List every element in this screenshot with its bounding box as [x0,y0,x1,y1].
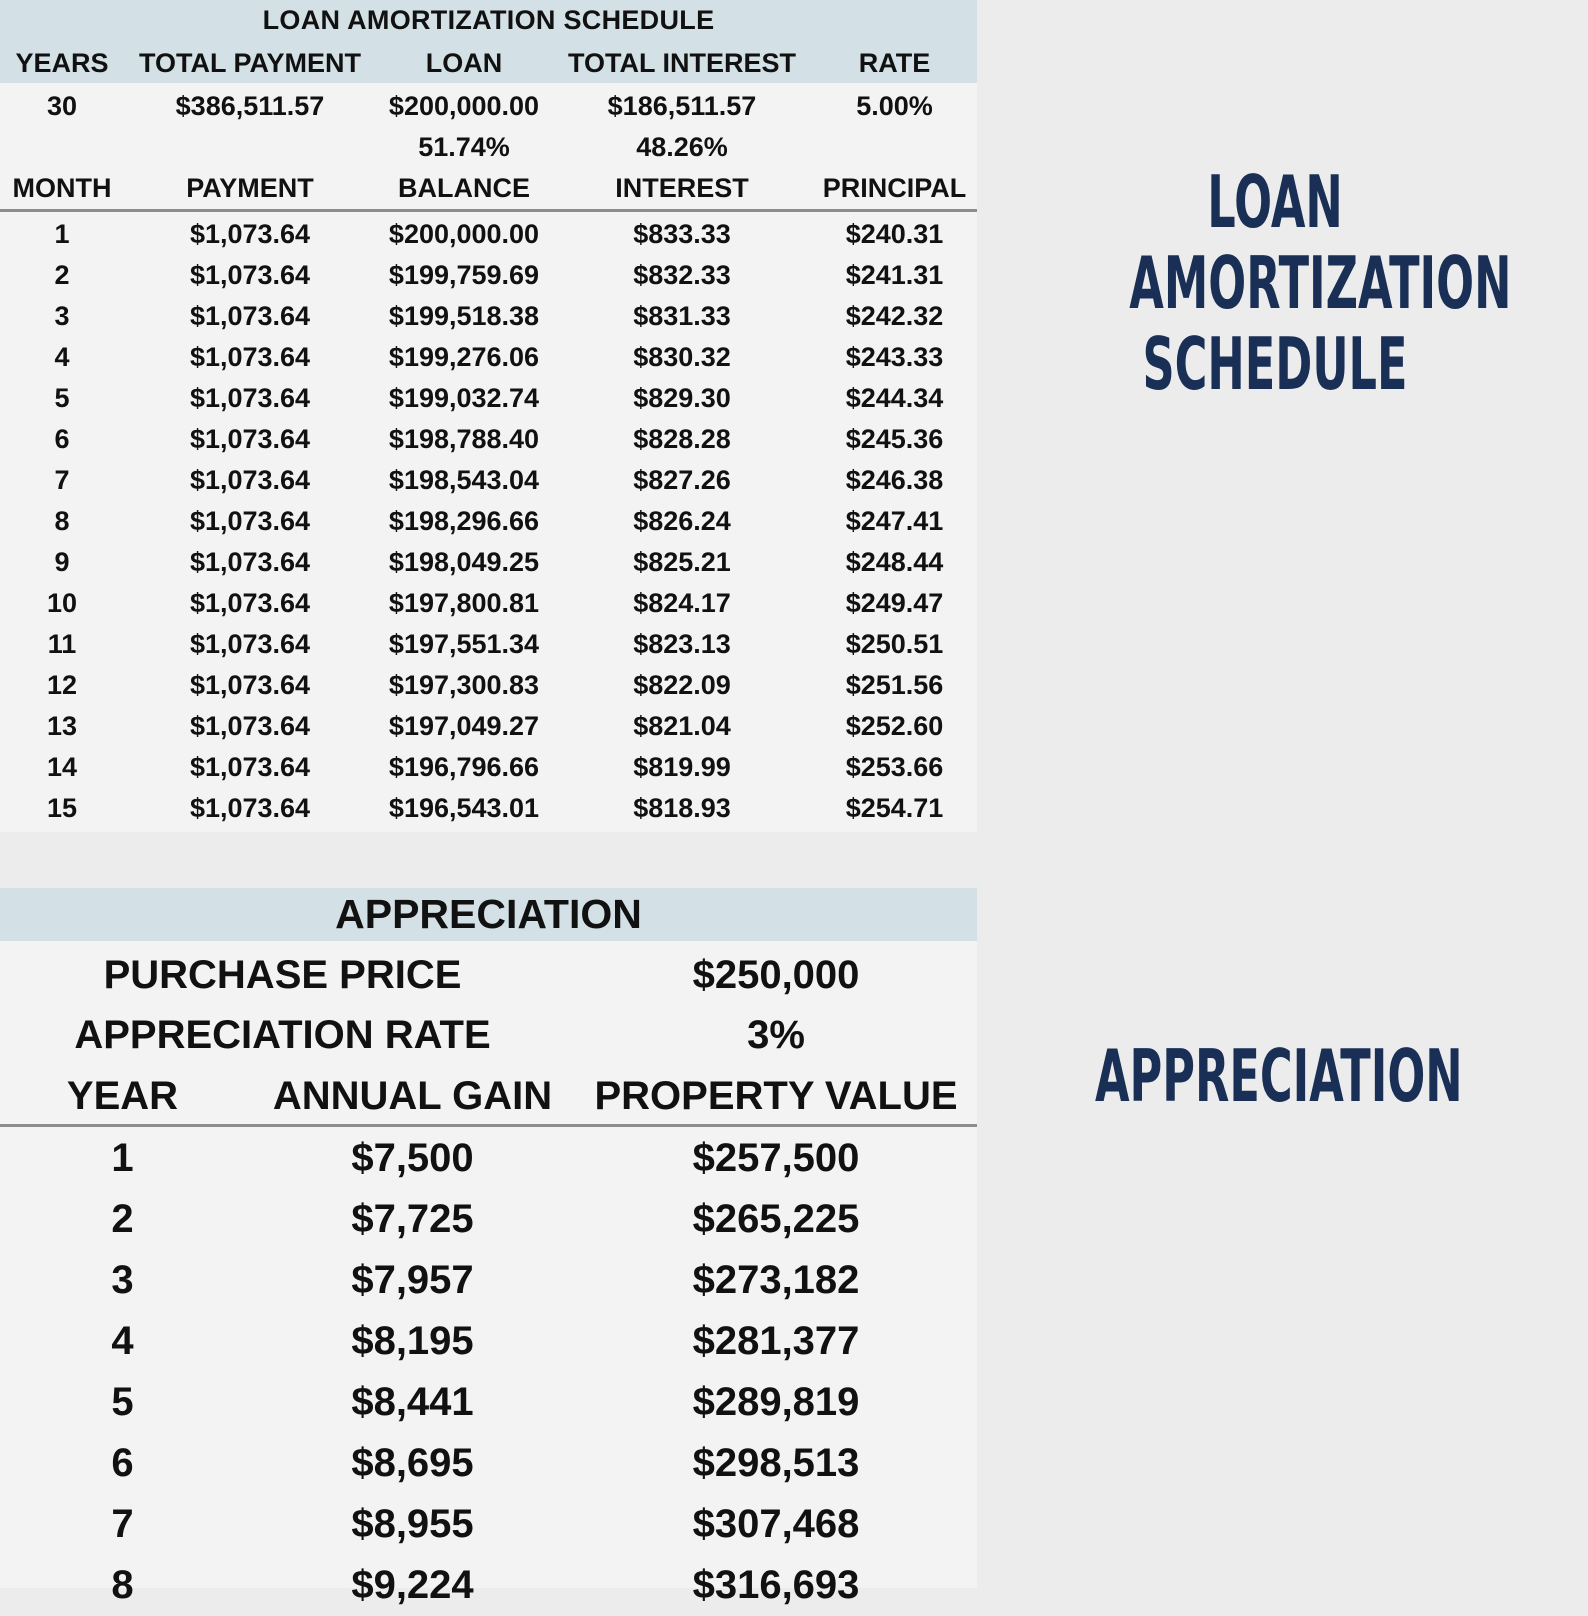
cell-interest[interactable]: $821.04 [633,711,731,741]
cell-property-value[interactable]: $273,182 [692,1258,860,1302]
purchase-price-label: PURCHASE PRICE [103,953,462,997]
cell-property-value[interactable]: $307,468 [692,1502,860,1546]
table-row [0,706,977,747]
table-row [0,460,977,501]
appreciation-header-row [0,1066,977,1127]
cell-balance[interactable]: $198,049.25 [388,547,540,577]
cell-annual-gain[interactable]: $8,955 [351,1502,474,1546]
cell-principal[interactable]: $248.44 [845,547,944,577]
cell-month[interactable]: 3 [54,301,70,331]
side-title-loan [1129,160,1512,406]
summary-header-years: YEARS [15,48,109,78]
cell-balance[interactable]: $200,000.00 [388,219,540,249]
header-balance: BALANCE [398,173,530,203]
cell-month[interactable]: 4 [54,342,70,372]
cell-month[interactable]: 5 [54,383,70,413]
table-row [0,1189,977,1250]
cell-principal[interactable]: $241.31 [845,260,944,290]
side-title-loan-line: LOAN [1207,160,1343,244]
cell-annual-gain[interactable]: $8,441 [351,1380,474,1424]
loan-percent[interactable]: 51.74% [418,132,510,162]
cell-interest[interactable]: $822.09 [633,670,731,700]
table-row [0,214,977,255]
cell-principal[interactable]: $250.51 [845,629,944,659]
cell-principal[interactable]: $240.31 [845,219,944,249]
cell-payment[interactable]: $1,073.64 [189,342,311,372]
header-interest: INTEREST [615,173,749,203]
cell-principal[interactable]: $242.32 [845,301,944,331]
table-row [0,1433,977,1494]
cell-property-value[interactable]: $257,500 [692,1136,860,1180]
table-row [0,747,977,788]
cell-year[interactable]: 2 [111,1197,134,1241]
cell-year[interactable]: 1 [111,1136,134,1180]
cell-property-value[interactable]: $316,693 [692,1563,860,1607]
cell-month[interactable]: 13 [46,711,78,741]
cell-annual-gain[interactable]: $8,695 [351,1441,474,1485]
cell-property-value[interactable]: $298,513 [692,1441,860,1485]
cell-annual-gain[interactable]: $7,725 [351,1197,474,1241]
side-title-loan-line: AMORTIZATION [1129,241,1512,325]
cell-interest[interactable]: $827.26 [633,465,731,495]
cell-principal[interactable]: $245.36 [845,424,944,454]
loan-amortization-table [0,0,977,832]
cell-balance[interactable]: $199,518.38 [388,301,540,331]
summary-total-interest[interactable]: $186,511.57 [607,91,757,121]
cell-balance[interactable]: $198,543.04 [388,465,540,495]
cell-month[interactable]: 12 [46,670,78,700]
cell-payment[interactable]: $1,073.64 [189,752,311,782]
summary-loan[interactable]: $200,000.00 [388,91,540,121]
cell-principal[interactable]: $253.66 [845,752,944,782]
summary-years[interactable]: 30 [46,91,78,121]
summary-header-total-interest: TOTAL INTEREST [567,48,796,78]
summary-total-payment[interactable]: $386,511.57 [175,91,325,121]
header-principal: PRINCIPAL [822,173,967,203]
cell-year[interactable]: 7 [111,1502,134,1546]
cell-payment[interactable]: $1,073.64 [189,465,311,495]
cell-interest[interactable]: $833.33 [633,219,731,249]
cell-payment[interactable]: $1,073.64 [189,219,311,249]
summary-header-rate: RATE [858,48,931,78]
cell-balance[interactable]: $196,796.66 [388,752,540,782]
table-row [0,624,977,665]
header-divider [0,209,977,212]
appreciation-rate-row [0,1005,977,1066]
cell-principal[interactable]: $243.33 [845,342,944,372]
cell-month[interactable]: 2 [54,260,70,290]
table-row [0,583,977,624]
appreciation-table [0,888,977,1607]
cell-payment[interactable]: $1,073.64 [189,629,311,659]
table-row [0,1311,977,1372]
cell-interest[interactable]: $824.17 [633,588,731,618]
cell-balance[interactable]: $198,788.40 [388,424,540,454]
cell-month[interactable]: 11 [47,629,77,659]
cell-balance[interactable]: $196,543.01 [388,793,540,823]
interest-percent[interactable]: 48.26% [636,132,728,162]
cell-interest[interactable]: $826.24 [633,506,731,536]
cell-payment[interactable]: $1,073.64 [189,260,311,290]
cell-payment[interactable]: $1,073.64 [189,506,311,536]
appreciation-header-divider [0,1124,977,1127]
cell-year[interactable]: 8 [111,1563,134,1607]
cell-balance[interactable]: $198,296.66 [388,506,540,536]
cell-year[interactable]: 3 [111,1258,134,1302]
cell-principal[interactable]: $247.41 [845,506,944,536]
cell-principal[interactable]: $246.38 [845,465,944,495]
percent-row [0,127,977,168]
table-row [0,337,977,378]
cell-principal[interactable]: $249.47 [845,588,944,618]
table-row [0,1555,977,1616]
cell-interest[interactable]: $831.33 [633,301,731,331]
table-row [0,378,977,419]
table-row [0,1372,977,1433]
summary-rate[interactable]: 5.00% [856,91,933,121]
cell-principal[interactable]: $251.56 [845,670,944,700]
cell-property-value[interactable]: $289,819 [692,1380,860,1424]
cell-principal[interactable]: $254.71 [845,793,944,823]
side-title-appreciation: APPRECIATION [1095,1034,1463,1118]
cell-annual-gain[interactable]: $7,500 [351,1136,474,1180]
cell-property-value[interactable]: $265,225 [692,1197,860,1241]
cell-interest[interactable]: $823.13 [633,629,731,659]
cell-property-value[interactable]: $281,377 [692,1319,860,1363]
cell-interest[interactable]: $830.32 [633,342,731,372]
header-year: YEAR [66,1074,179,1118]
table-row [0,419,977,460]
cell-annual-gain[interactable]: $7,957 [351,1258,474,1302]
cell-year[interactable]: 5 [111,1380,134,1424]
header-month: MONTH [12,173,112,203]
cell-principal[interactable]: $252.60 [845,711,944,741]
cell-balance[interactable]: $197,551.34 [388,629,540,659]
cell-payment[interactable]: $1,073.64 [189,793,311,823]
cell-balance[interactable]: $199,759.69 [388,260,540,290]
cell-interest[interactable]: $832.33 [633,260,731,290]
cell-month[interactable]: 14 [46,752,78,782]
cell-balance[interactable]: $197,300.83 [388,670,540,700]
appreciation-rate-label: APPRECIATION RATE [74,1013,491,1057]
table-row [0,255,977,296]
purchase-price-row [0,945,977,1006]
table-row [0,501,977,542]
summary-header-total-payment: TOTAL PAYMENT [138,48,362,78]
table-row [0,296,977,337]
cell-balance[interactable]: $197,800.81 [388,588,540,618]
cell-month[interactable]: 6 [54,424,70,454]
cell-principal[interactable]: $244.34 [845,383,944,413]
cell-month[interactable]: 10 [46,588,78,618]
cell-month[interactable]: 7 [54,465,70,495]
cell-interest[interactable]: $829.30 [633,383,731,413]
cell-annual-gain[interactable]: $8,195 [351,1319,474,1363]
summary-header-loan: LOAN [425,48,503,78]
purchase-price-value[interactable]: $250,000 [692,953,860,997]
header-payment: PAYMENT [186,173,314,203]
cell-balance[interactable]: $199,032.74 [388,383,540,413]
summary-header-row [0,43,977,84]
loan-table-title: LOAN AMORTIZATION SCHEDULE [262,5,715,35]
cell-interest[interactable]: $819.99 [633,752,731,782]
appreciation-rate-value[interactable]: 3% [747,1013,805,1057]
cell-interest[interactable]: $825.21 [633,547,731,577]
table-row [0,1128,977,1189]
cell-payment[interactable]: $1,073.64 [189,424,311,454]
table-row [0,542,977,583]
cell-interest[interactable]: $828.28 [633,424,731,454]
table-row [0,1494,977,1555]
cell-payment[interactable]: $1,073.64 [189,383,311,413]
cell-payment[interactable]: $1,073.64 [189,588,311,618]
cell-year[interactable]: 4 [111,1319,134,1363]
cell-payment[interactable]: $1,073.64 [189,547,311,577]
cell-month[interactable]: 15 [46,793,78,823]
cell-payment[interactable]: $1,073.64 [189,711,311,741]
cell-annual-gain[interactable]: $9,224 [351,1563,474,1607]
cell-year[interactable]: 6 [111,1441,134,1485]
cell-month[interactable]: 9 [54,547,70,577]
cell-month[interactable]: 1 [54,219,70,249]
schedule-header-row [0,168,977,209]
header-annual-gain: ANNUAL GAIN [272,1074,553,1118]
cell-month[interactable]: 8 [54,506,70,536]
table-row [0,665,977,706]
summary-value-row [0,86,977,127]
cell-balance[interactable]: $197,049.27 [388,711,540,741]
header-property-value: PROPERTY VALUE [594,1074,958,1118]
cell-payment[interactable]: $1,073.64 [189,301,311,331]
cell-balance[interactable]: $199,276.06 [388,342,540,372]
cell-interest[interactable]: $818.93 [633,793,731,823]
table-row [0,1250,977,1311]
table-row [0,788,977,829]
appreciation-table-title: APPRECIATION [335,891,642,937]
side-title-loan-line: SCHEDULE [1142,322,1408,406]
cell-payment[interactable]: $1,073.64 [189,670,311,700]
